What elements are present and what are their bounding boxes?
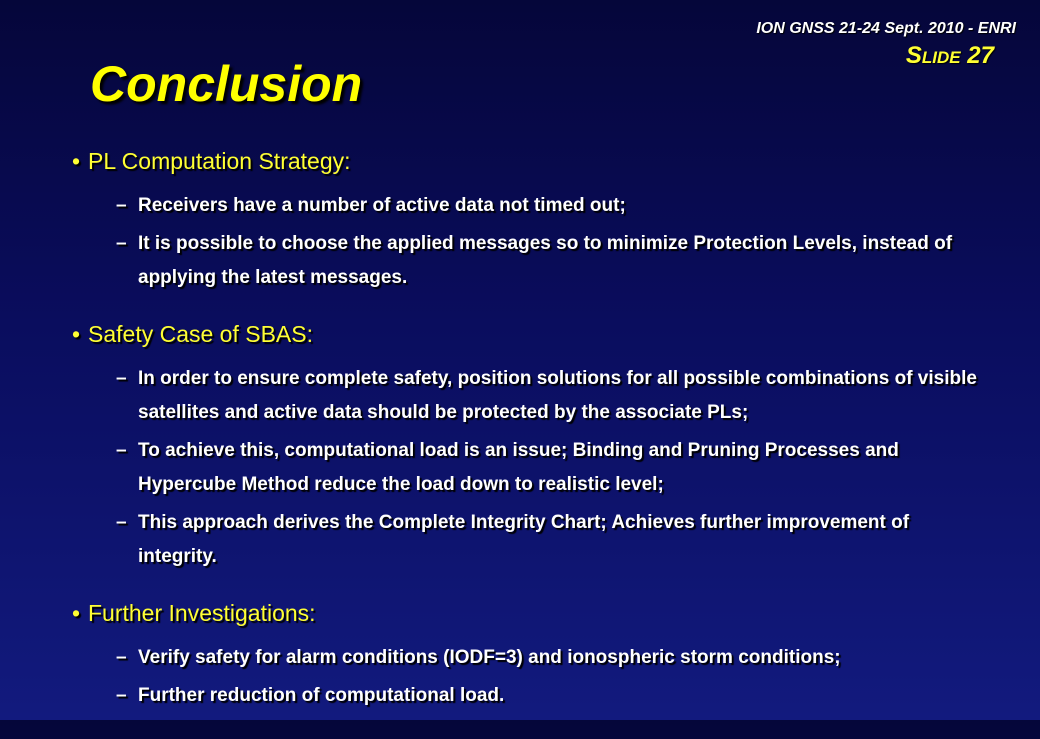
sub-bullet	[116, 362, 1000, 430]
slide-word: Slide	[905, 42, 961, 69]
sub-bullet	[116, 227, 1000, 295]
bullet-heading	[72, 321, 1000, 348]
sub-bullet	[116, 679, 1000, 713]
dash-icon: –	[116, 512, 127, 533]
sub-bullet-text: To achieve this, computational load is an issue; Binding and Pruning Processes and Hypercube Method reduce the load down to realistic level;	[138, 440, 899, 495]
bullet-dot-icon: •	[72, 600, 81, 626]
section-safety-case	[72, 321, 1000, 574]
sub-bullet-text: Further reduction of computational load.	[138, 685, 505, 706]
sub-bullet-text: It is possible to choose the applied messages so to minimize Protection Levels, instead of applying the latest messages.	[138, 233, 953, 288]
bullet-dot-icon: •	[72, 148, 81, 174]
slide-number-value: 27	[967, 42, 994, 69]
sub-bullet-text: In order to ensure complete safety, position solutions for all possible combinations of visible satellites and active data should be protected by the associate PLs;	[138, 368, 977, 423]
section-further-investigations	[72, 600, 1000, 713]
dash-icon: –	[116, 195, 127, 216]
bullet-heading	[72, 148, 1000, 175]
bullet-heading	[72, 600, 1000, 627]
sub-bullet-text: Receivers have a number of active data not timed out;	[138, 195, 626, 216]
dash-icon: –	[116, 647, 127, 668]
conference-label: ION GNSS 21-24 Sept. 2010 - ENRI	[756, 20, 1016, 37]
sub-bullet-text: Verify safety for alarm conditions (IODF=3) and ionospheric storm conditions;	[138, 647, 841, 668]
sub-bullet	[116, 189, 1000, 223]
page-title: Conclusion	[90, 56, 363, 112]
bullet-heading-text: Safety Case of SBAS:	[88, 321, 314, 347]
slide-content	[72, 148, 1000, 739]
bullet-dot-icon: •	[72, 321, 81, 347]
bullet-heading-text: Further Investigations:	[88, 600, 316, 626]
dash-icon: –	[116, 368, 127, 389]
section-pl-computation	[72, 148, 1000, 295]
dash-icon: –	[116, 685, 127, 706]
dash-icon: –	[116, 233, 127, 254]
sub-bullet	[116, 641, 1000, 675]
sub-bullet	[116, 506, 1000, 574]
sub-bullet	[116, 434, 1000, 502]
slide-header	[756, 20, 1016, 70]
sub-bullet-text: This approach derives the Complete Integrity Chart; Achieves further improvement of integrity.	[138, 512, 910, 567]
dash-icon: –	[116, 440, 127, 461]
bullet-heading-text: PL Computation Strategy:	[88, 148, 351, 174]
slide-number	[756, 42, 994, 70]
